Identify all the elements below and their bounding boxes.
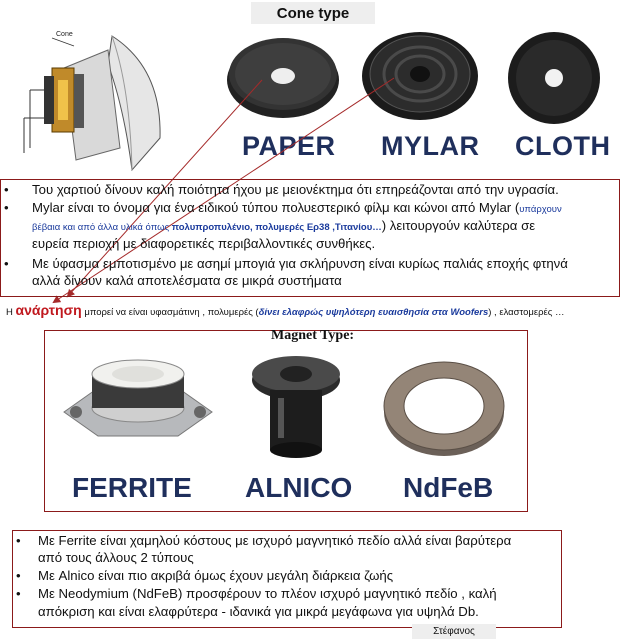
magnet-bullet-2-dot: •: [16, 568, 21, 583]
alnico-magnet-image: [248, 352, 344, 460]
bullet-2: •: [4, 200, 9, 215]
cone-bullet-cloth-line2: αλλά δίνουν καλά αποτελέσματα σε μικρά συστήματα: [32, 273, 342, 288]
magnet-bullet-ndfeb-line2: απόκριση και είναι ελαφρύτερα - ιδανικά για μικρά μεγάφωνα για υψηλά Db.: [38, 604, 479, 619]
magnet-bullet-ferrite-line1: Με Ferrite είναι χαμηλού κόστους με ισχυρό μαγνητικό πεδίο αλλά είναι βαρύτερα: [38, 533, 512, 548]
magnet-bullet-alnico: Με Alnico είναι πιο ακριβά όμως έχουν μεγάλη διάρκεια ζωής: [38, 568, 394, 583]
mylar-materials-bold: πολυπροπυλένιο, πολυμερές Ερ38 ,Τιτανίου…: [171, 222, 382, 233]
cone-bullet-cloth-line1: Με ύφασμα εμποτισμένο με ασημί μπογιά για σκλήρυνση είναι κυρίως παλιάς εποχής φτηνά: [32, 256, 568, 271]
cone-bullet-mylar-line2: [32, 218, 535, 237]
cone-bullet-mylar-line1: [32, 200, 562, 219]
cone-label-paper: PAPER: [242, 131, 336, 161]
magnet-label-ndfeb: NdFeB: [403, 472, 494, 503]
bullet-1: •: [4, 182, 9, 197]
mylar-main-text: Mylar είναι το όνομα για ένα ειδικού τύπου πολυεστερικό φίλμ και κώνοι από Mylar (: [32, 200, 520, 215]
cone-label-mylar: MYLAR: [381, 131, 480, 161]
mylar-materials-text: βέβαια και από άλλα υλικά όπως: [32, 222, 172, 233]
suspension-note: [6, 302, 565, 318]
suspension-word: ανάρτηση: [15, 302, 82, 318]
cone-bullet-mylar-line3: ευρεία περιοχή με διαφορετικές περιβαλλοντικές συνθήκες.: [32, 236, 376, 251]
suspension-italic: δίνει ελαφρώς υψηλότερη ευαισθησία στα Woofers: [258, 307, 489, 318]
ndfeb-magnet-image: [380, 354, 508, 460]
ferrite-magnet-image: [58, 352, 218, 444]
cone-label-cloth: CLOTH: [515, 131, 611, 161]
cone-bullet-paper: Του χαρτιού δίνουν καλή ποιότητα ήχου με μειονέκτημα ότι επηρεάζονται από την υγρασία.: [32, 182, 559, 197]
suspension-mid: μπορεί να είναι υφασμάτινη , πολυμερές (: [81, 307, 259, 318]
page-title: Cone type: [251, 2, 375, 24]
suspension-prefix: Η: [6, 307, 16, 318]
magnet-bullet-3-dot: •: [16, 586, 21, 601]
author-label: Στέφανος: [412, 624, 496, 639]
mylar-tail-text: ) λειτουργούν καλύτερα σε: [381, 218, 536, 233]
magnet-bullet-ferrite-line2: από τους άλλους 2 τύπους: [38, 550, 194, 565]
cone-diagram-label: Cone: [56, 31, 73, 38]
magnet-bullet-1-dot: •: [16, 533, 21, 548]
magnet-label-ferrite: FERRITE: [72, 472, 192, 503]
suspension-tail: ) , ελαστομερές …: [488, 307, 565, 318]
magnet-label-alnico: ALNICO: [245, 472, 353, 503]
magnet-bullet-ndfeb-line1: Με Neodymium (NdFeB) προσφέρουν το πλέον ισχυρό μαγνητικό πεδίο , καλή: [38, 586, 497, 601]
magnet-section-title: Magnet Type:: [271, 328, 355, 343]
mylar-small-text: υπάρχουν: [519, 204, 562, 215]
bullet-3: •: [4, 256, 9, 271]
